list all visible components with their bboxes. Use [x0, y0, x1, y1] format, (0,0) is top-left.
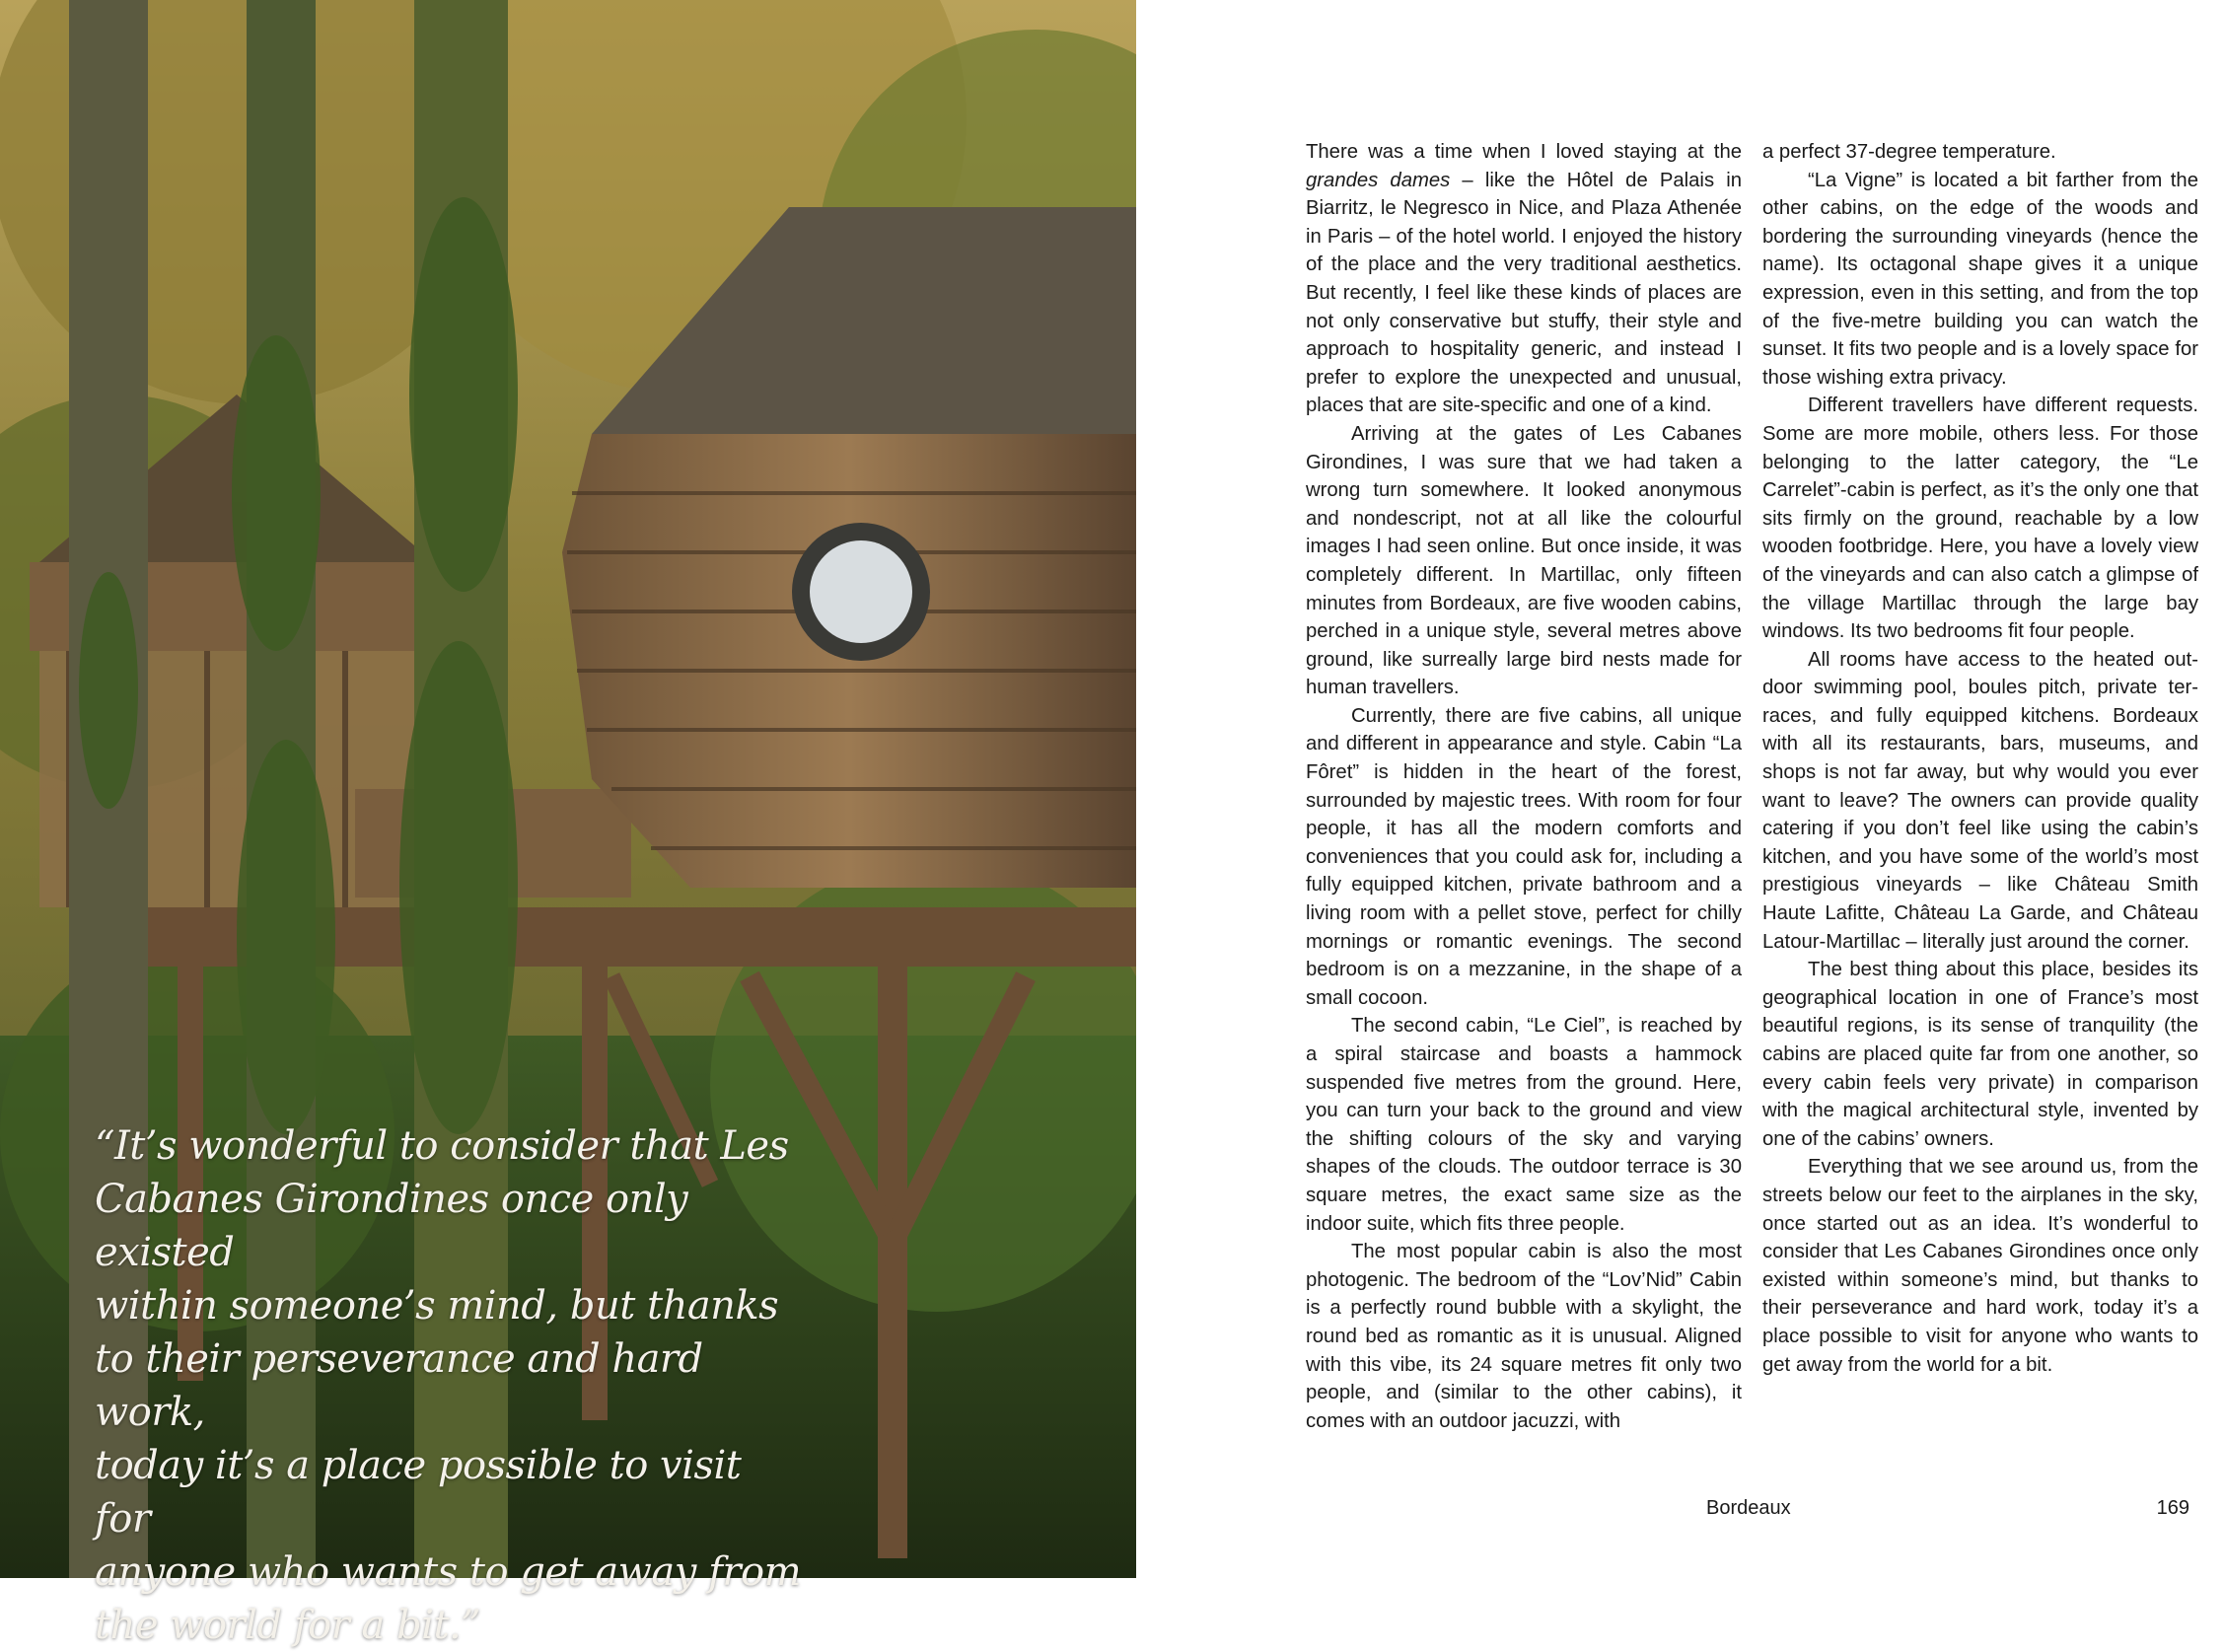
- article-paragraph: The second cabin, “Le Ciel”, is reached by a spiral staircase and boasts a hammock suspended five metres from the ground. Here, you can turn your back to the ground and view the shifting colours of the sky and varying shapes of the clouds. The outdoor terrace is 30 square metres, the exact same size as the indoor suite, which fits three people.: [1306, 1015, 1742, 1235]
- article-paragraph: Everything that we see around us, from the streets below our feet to the airplanes in the sky, once started out as an idea. It’s wonderful to consider that Les Cabanes Girondines once only existed within someone’s mind, but thanks to their perseverance and hard work, today it’s a place possible to visit for anyone who wants to get away from the world for a bit.: [1762, 1156, 2198, 1376]
- page-number: 169: [2156, 1497, 2189, 1519]
- running-footer-section: Bordeaux: [1706, 1497, 1791, 1519]
- article-paragraph: The most popular cabin is also the most photogenic. The bedroom of the “Lov’Nid” Cabin is a perfectly round bubble with a skylight, the round bed as romantic as it is unusual. Aligned with this vibe, its 24 square metres fit only two people, and (similar to the other cabins), it comes with an outdoor jacuzzi, with: [1306, 1241, 1742, 1432]
- article-paragraph: All rooms have access to the heated outdoor swimming pool, boules pitch, private terraces, and fully equipped kitchens. Bordeaux with all its restaurants, bars, museums, and shops is not far away, but why would you ever want to leave? The owners can provide quality catering if you don’t feel like using the cabin’s kitchen, and you have some of the world’s most prestigious vineyards – like Château Smith Haute Lafitte, Château La Garde, and Château Latour-Martillac – literally just around the corner.: [1762, 648, 2198, 953]
- article-paragraph: “La Vigne” is located a bit farther from the other cabins, on the edge of the woods and bordering the surrounding vineyards (hence the name). Its octagonal shape gives it a unique expression, even in this setting, and from the top of the five-metre building you can watch the sunset. It fits two people and is a lovely space for those wishing extra privacy.: [1762, 169, 2198, 389]
- article-paragraph: There was a time when I loved staying at the grandes dames – like the Hôtel de Palais in Biarritz, le Negresco in Nice, and Plaza Athenée in Paris – of the hotel world. I enjoyed the history of the place and the very traditional aesthetics. But recently, I feel like these kinds of places are not only conservative but stuffy, their style and approach to hospitality generic, and instead I prefer to explore the unexpected and unusual, places that are site-specific and one of a kind.: [1306, 141, 1742, 417]
- article-page: [1136, 0, 2224, 1578]
- article-paragraph: Arriving at the gates of Les Cabanes Girondines, I was sure that we had taken a wrong turn somewhere. It looked anonymous and nondescript, not at all like the colourful images I had seen online. But once inside, it was completely different. In Martillac, only fifteen minutes from Bordeaux, are five wooden cabins, perched in a unique style, several metres above ground, like surreally large bird nests made for human travellers.: [1306, 422, 1742, 699]
- article-paragraph: The best thing about this place, besides its geographical location in one of France’s most beautiful regions, is its sense of tranquility (the cabins are placed quite far from one another, so every cabin feels very private) in comparison with the magical architectural style, invented by one of the cabins’ owners.: [1762, 959, 2198, 1150]
- article-paragraph: Currently, there are five cabins, all unique and different in appearance and style. Cabin “La Fôret” is hidden in the heart of the forest, surrounded by majestic trees. With room for four people, it has all the modern comforts and conveniences that you could ask for, including a fully equipped kitchen, private bathroom and a living room with a pellet stove, perfect for chilly mornings or romantic evenings. The second bedroom is on a mezzanine, in the shape of a small cocoon.: [1306, 704, 1742, 1009]
- article-paragraph: a perfect 37-degree temperature.: [1762, 141, 2056, 163]
- article-column-2: [1762, 138, 2198, 1379]
- article-column-1: [1306, 138, 1742, 1435]
- pull-quote: “It’s wonderful to consider that Les Cabanes Girondines once only existed within someone’s mind, but thanks to their perseverance and hard work, today it’s a place possible to visit for anyone who wants to get away from the world for a bit.”: [95, 1123, 802, 1648]
- article-paragraph: Different travellers have different requests. Some are more mobile, others less. For those belonging to the latter category, the “Le Carrelet”-cabin is perfect, as it’s the only one that sits firmly on the ground, reachable by a low wooden footbridge. Here, you have a lovely view of the vineyards and can also catch a glimpse of the village Martillac through the large bay windows. Its two bedrooms fit four people.: [1762, 395, 2198, 643]
